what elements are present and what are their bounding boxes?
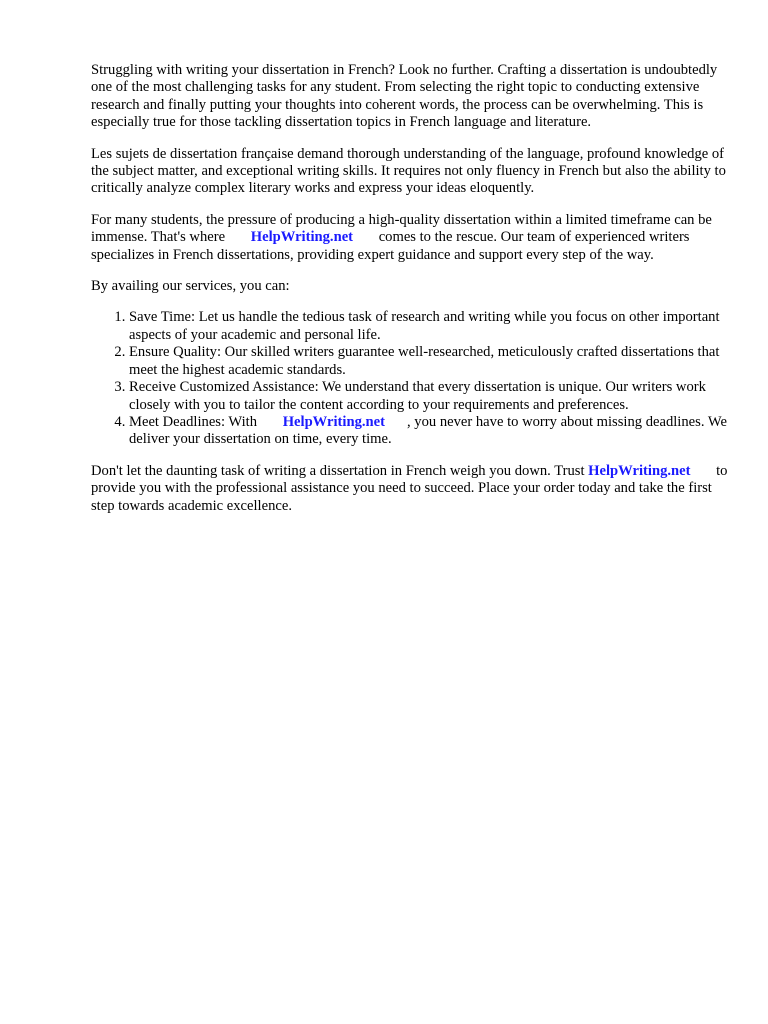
closing-text-before: Don't let the daunting task of writing a dissertation in French weigh you down. Trust bbox=[91, 462, 585, 479]
closing-text-after: to provide you with the professional assistance you need to succeed. Place your order today and take the first step towards academic excellence. bbox=[91, 462, 728, 514]
pressure-text-before: For many students, the pressure of producing a high-quality dissertation within a limited timeframe can be immense. That's where bbox=[91, 211, 712, 246]
benefits-list bbox=[91, 309, 731, 448]
helpwriting-link[interactable]: HelpWriting.net bbox=[250, 229, 354, 246]
deadline-text-after: , you never have to worry about missing deadlines. We deliver your dissertation on time, every time. bbox=[129, 413, 727, 448]
french-topics-paragraph: Les sujets de dissertation française demand thorough understanding of the language, profound knowledge of the subject matter, and exceptional writing skills. It requires not only fluency in French but also the ability to critically analyze complex literary works and express your ideas eloquently. bbox=[91, 145, 726, 197]
list-item: 2. Ensure Quality: Our skilled writers guarantee well-researched, meticulously crafted dissertations that meet the highest academic standards. bbox=[129, 344, 731, 379]
deadline-text-before: Meet Deadlines: With bbox=[129, 413, 258, 430]
helpwriting-link[interactable]: HelpWriting.net bbox=[588, 462, 691, 479]
list-item: 3. Receive Customized Assistance: We understand that every dissertation is unique. Our writers work closely with you to tailor the content according to your requirements and preferences. bbox=[129, 379, 731, 414]
pressure-paragraph bbox=[91, 212, 731, 264]
intro-paragraph: Struggling with writing your dissertation in French? Look no further. Crafting a dissertation is undoubtedly one of the most challenging tasks for any student. From selecting the right topic to conducting extensive research and finally putting your thoughts into coherent words, the process can be overwhelming. This is especially true for those tackling dissertation topics in French language and literature. bbox=[91, 62, 718, 131]
document-page bbox=[91, 62, 731, 529]
services-intro: By availing our services, you can: bbox=[91, 278, 290, 295]
list-item bbox=[129, 414, 731, 449]
closing-paragraph bbox=[91, 463, 731, 515]
helpwriting-link[interactable]: HelpWriting.net bbox=[282, 413, 385, 430]
pressure-text-after: comes to the rescue. Our team of experienced writers specializes in French dissertations, providing expert guidance and support every step of the way. bbox=[91, 229, 690, 263]
list-item: 1. Save Time: Let us handle the tedious task of research and writing while you focus on other important aspects of your academic and personal life. bbox=[129, 309, 731, 344]
